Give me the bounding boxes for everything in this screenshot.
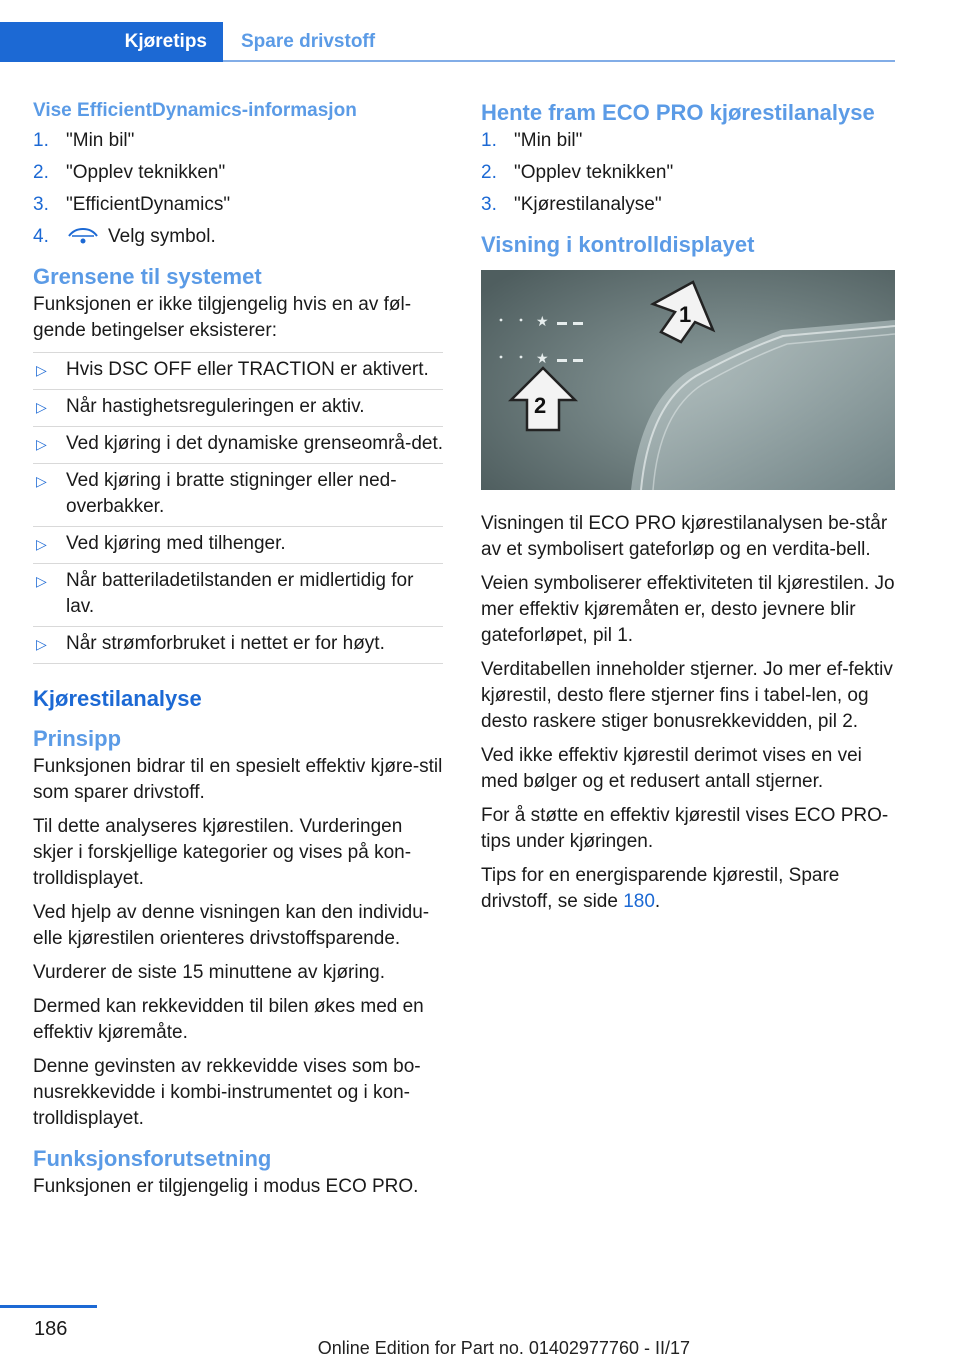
triangle-bullet-icon: ▷ [36,636,47,652]
list-item [481,128,895,154]
step-number: 1. [33,130,49,151]
left-column [33,100,443,1208]
list-item [33,427,443,464]
principle-paragraph: Dermed kan rekkevidden til bilen økes med en effektiv kjøremåte. [33,996,424,1043]
step-number: 2. [481,162,497,183]
tips-end: . [654,891,661,912]
section-title-prerequisite: Funksjonsforutsetning [33,1146,272,1171]
section-title-analysis: Kjørestilanalyse [33,686,202,711]
step-text: "Opplev teknikken" [66,162,226,183]
list-item [33,128,443,154]
list-item-text: Ved kjøring i bratte stigninger eller ned-overbakker. [66,470,397,517]
step-number: 2. [33,162,49,183]
header-bar [0,0,895,62]
limits-intro: Funksjonen er ikke tilgjengelig hvis en av føl-gende betingelser eksisterer: [33,294,412,341]
step-text: "Kjørestilanalyse" [514,194,662,215]
section-title-efficientdynamics: Vise EfficientDynamics-informasjon [33,100,357,121]
page-reference-link[interactable]: 180 [623,891,655,912]
right-column [481,100,895,923]
svg-text:★: ★ [536,314,549,330]
page-number: 186 [34,1318,68,1340]
step-text: "Min bil" [66,130,135,151]
footer-rule [0,1305,97,1308]
arrow-2-label: 2 [534,393,547,418]
triangle-bullet-icon: ▷ [36,399,47,415]
triangle-bullet-icon: ▷ [36,573,47,589]
list-item [33,192,443,218]
list-item-text: Ved kjøring i det dynamiske grenseområ-det. [66,433,444,454]
list-item [33,464,443,527]
section-title-eco-pro-analysis: Hente fram ECO PRO kjørestilanalyse [481,100,875,125]
step-number: 3. [481,194,497,215]
step-text: "Min bil" [514,130,583,151]
triangle-bullet-icon: ▷ [36,473,47,489]
step-text: "Opplev teknikken" [514,162,674,183]
list-item [33,353,443,390]
list-item-text: Når strømforbruket i nettet er for høyt. [66,633,385,654]
display-paragraph: Ved ikke effektiv kjørestil derimot vises en vei med bølger og et redusert antall stjerner. [481,745,862,792]
triangle-bullet-icon: ▷ [36,536,47,552]
edition-footer: Online Edition for Part no. 01402977760 - II/17 [317,1338,690,1358]
tab-spare-drivstoff[interactable]: Spare drivstoff [241,31,376,52]
arrow-1-label: 1 [679,302,692,327]
list-item-text: Ved kjøring med tilhenger. [66,533,286,554]
step-text: "EfficientDynamics" [66,194,231,215]
prerequisite-text: Funksjonen er tilgjengelig i modus ECO PRO. [33,1176,419,1197]
display-paragraph: Veien symboliserer effektiviteten til kjørestilen. Jo mer effektiv kjøremåten er, desto jevnere blir gateforløpet, pil 1. [481,573,895,646]
display-paragraph: For å støtte en effektiv kjørestil vises ECO PRO-tips under kjøringen. [481,805,889,852]
list-item [481,192,895,218]
principle-paragraph: Til dette analyseres kjørestilen. Vurderingen skjer i forskjellige kategorier og vises på kon-trolldisplayet. [33,816,412,889]
list-item-text: Når hastighetsreguleringen er aktiv. [66,396,365,417]
list-item [33,564,443,627]
list-item [33,224,443,250]
list-item-text: Hvis DSC OFF eller TRACTION er aktivert. [66,359,429,380]
section-title-principle: Prinsipp [33,726,122,751]
list-item [33,160,443,186]
steps-list-eco-pro [481,128,895,218]
section-title-limits: Grensene til systemet [33,264,262,289]
list-item [33,527,443,564]
tab-kjoretips[interactable]: Kjøretips [0,22,223,62]
principle-paragraph: Denne gevinsten av rekkevidde vises som bo-nusrekkevidde i kombi-instrumentet og i kon-trolldisplayet. [33,1056,421,1129]
section-title-display: Visning i kontrolldisplayet [481,232,755,257]
display-paragraph-tips [481,863,895,915]
principle-paragraph: Vurderer de siste 15 minuttene av kjøring. [33,962,386,983]
limits-list [33,352,443,664]
car-symbol-icon [66,227,100,245]
eco-pro-display-figure [481,270,895,490]
svg-text:★: ★ [536,351,549,367]
tips-text: Tips for en energisparende kjørestil, Spare drivstoff, se side [481,865,840,912]
step-text: Velg symbol. [108,226,216,247]
list-item [481,160,895,186]
step-number: 1. [481,130,497,151]
principle-paragraph: Funksjonen bidrar til en spesielt effektiv kjøre-stil som sparer drivstoff. [33,756,443,803]
list-item [33,390,443,427]
triangle-bullet-icon: ▷ [36,436,47,452]
list-item [33,627,443,664]
header-rule [223,60,895,62]
display-paragraph: Visningen til ECO PRO kjørestilanalysen be-står av et symbolisert gateforløp og en verdita-bell. [481,513,888,560]
step-number: 4. [33,226,49,247]
principle-paragraph: Ved hjelp av denne visningen kan den individu-elle kjørestilen orienteres drivstoffsparende. [33,902,430,949]
steps-list-efficientdynamics [33,128,443,250]
list-item-text: Når batteriladetilstanden er midlertidig for lav. [66,570,414,617]
display-paragraph: Verditabellen inneholder stjerner. Jo mer ef-fektiv kjørestil, desto flere stjerner fins i tabel-len, og desto raskere stiger bonusrekkevidden, pil 2. [481,659,893,732]
step-number: 3. [33,194,49,215]
triangle-bullet-icon: ▷ [36,362,47,378]
